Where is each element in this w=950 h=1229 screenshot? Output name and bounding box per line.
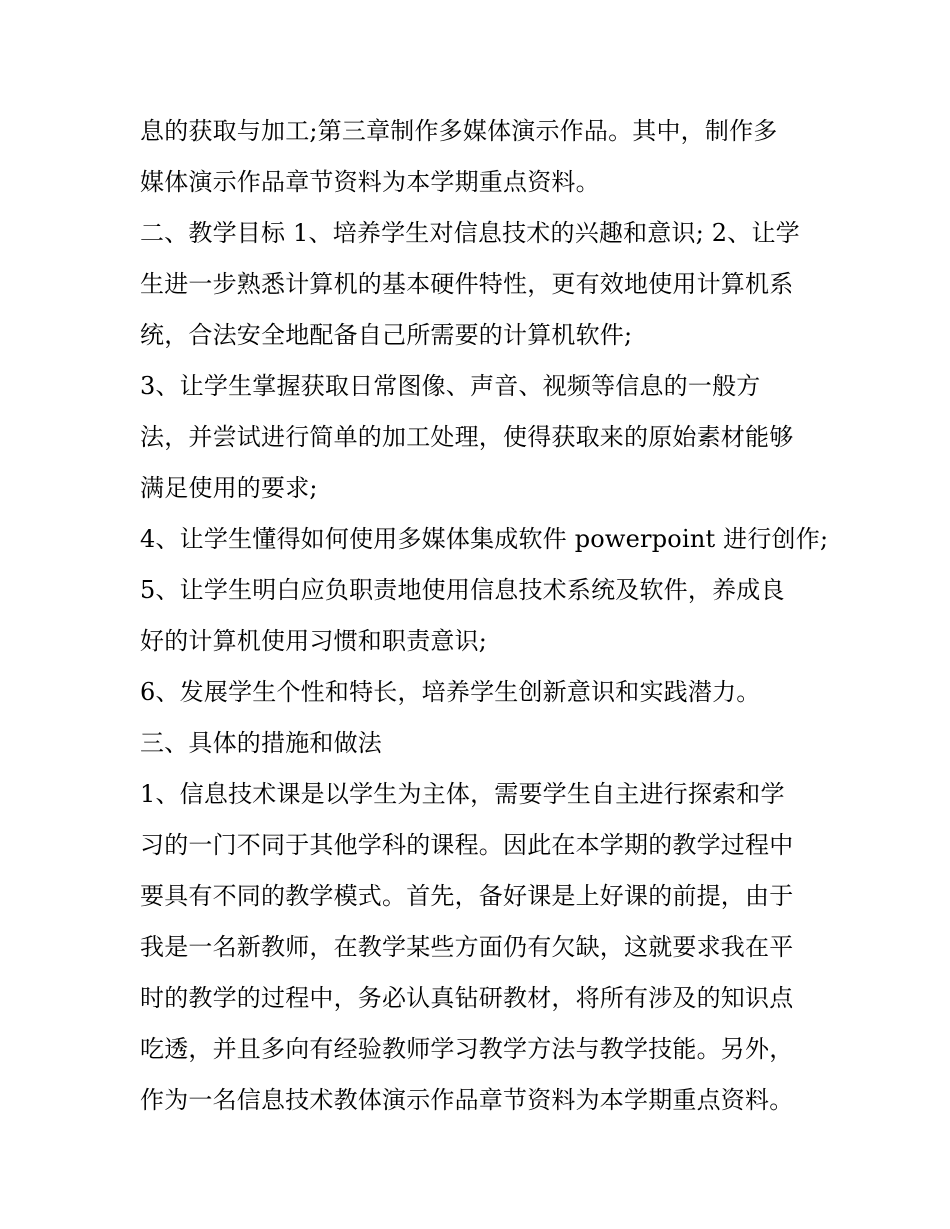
- text-line: 时的教学的过程中，务必认真钻研教材，将所有涉及的知识点: [140, 984, 794, 1012]
- text-line: 要具有不同的教学模式。首先，备好课是上好课的前提，由于: [140, 882, 794, 910]
- document-body: [140, 106, 829, 1126]
- text-line: 习的一门不同于其他学科的课程。因此在本学期的教学过程中: [140, 831, 794, 859]
- text-line: 统，合法安全地配备自己所需要的计算机软件;: [140, 321, 633, 349]
- text-line: 6、发展学生个性和特长，培养学生创新意识和实践潜力。: [140, 678, 761, 706]
- text-line: 好的计算机使用习惯和职责意识;: [140, 627, 488, 655]
- text-line: 生进一步熟悉计算机的基本硬件特性，更有效地使用计算机系: [140, 270, 794, 298]
- text-line: 二、教学目标 1、培养学生对信息技术的兴趣和意识; 2、让学: [140, 219, 800, 247]
- text-line: 3、让学生掌握获取日常图像、声音、视频等信息的一般方: [140, 372, 761, 400]
- text-line: 满足使用的要求;: [140, 474, 318, 502]
- text-line: 媒体演示作品章节资料为本学期重点资料。: [140, 168, 600, 196]
- text-line: 息的获取与加工;第三章制作多媒体演示作品。其中，制作多: [140, 117, 778, 145]
- text-line: 1、信息技术课是以学生为主体，需要学生自主进行探索和学: [140, 780, 785, 808]
- text-line: 5、让学生明白应负职责地使用信息技术系统及软件，养成良: [140, 576, 785, 604]
- text-line: 4、让学生懂得如何使用多媒体集成软件 powerpoint 进行创作;: [140, 525, 829, 553]
- section-heading: 三、具体的措施和做法: [140, 729, 382, 757]
- text-line: 法，并尝试进行简单的加工处理，使得获取来的原始素材能够: [140, 423, 794, 451]
- text-line: 作为一名信息技术教体演示作品章节资料为本学期重点资料。: [140, 1086, 794, 1114]
- text-line: 我是一名新教师，在教学某些方面仍有欠缺，这就要求我在平: [140, 933, 794, 961]
- text-line: 吃透，并且多向有经验教师学习教学方法与教学技能。另外，: [140, 1035, 794, 1063]
